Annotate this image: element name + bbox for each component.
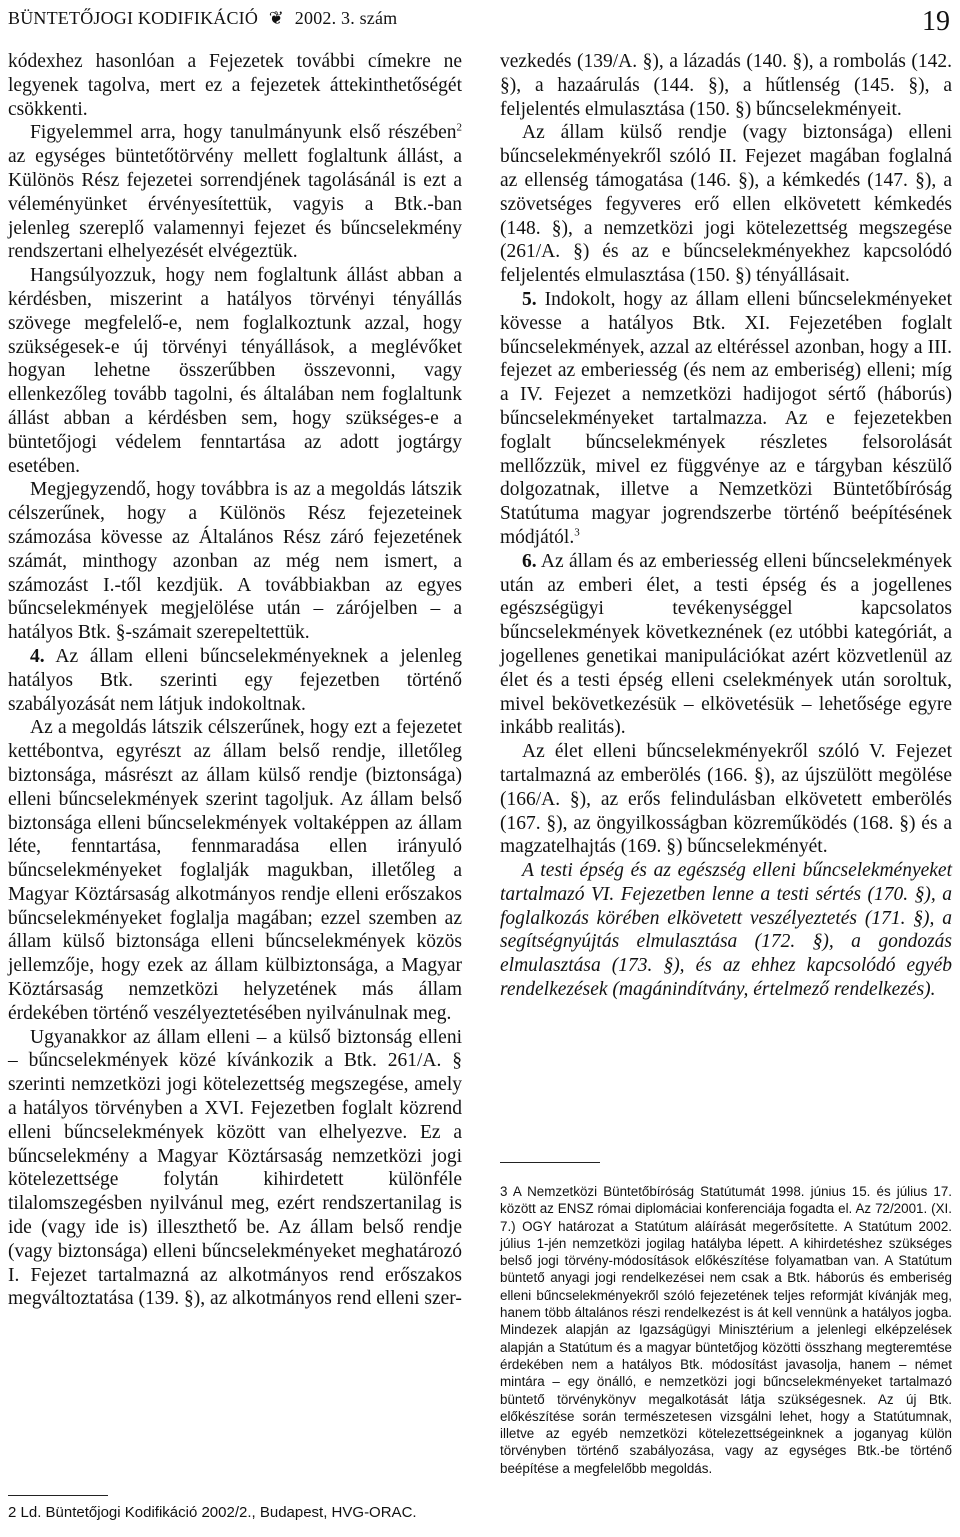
footnote xyxy=(500,1183,952,1477)
paragraph: Figyelemmel arra, hogy tanulmányunk első részében$^2$ az egységes büntetőtörvény mellett foglaltunk állást, a Különös Rész fejezetei sorrendjének tagolásánál is ezt a véleményünket érvényesítettük, vagyis a Btk.-ban jelenleg szereplő valamennyi fejezet és bűncselekmény rendszertani elhelyezését elvégeztük. xyxy=(8,121,462,263)
issue-label: 2002. 3. szám xyxy=(294,8,398,28)
paragraph: A testi épség és az egészség elleni bűncselekményeket tartalmazó VI. Fejezetben lenne a testi sértés (170. §), a foglalkozás körében elkövetett veszélyeztetés (171. §), a segítségnyújtás elmulasztása (172. §), a gondozás elmulasztása (173. §), és az ehhez kapcsolódó egyéb rendelkezések (magánindítvány, értelmező rendelkezés). xyxy=(500,860,952,1001)
paragraph: Az a megoldás látszik célszerűnek, hogy ezt a fejezetet kettébontva, egyrészt az állam belső rendje, illetőleg biztonsága, másrészt az állam külső rendje (biztonsága) elleni bűncselekmények szerint tagoljuk. Az állam belső biztonsága elleni bűncselekmények voltaképpen az állam léte, fenntartása, fennmaradása ellen irányuló bűncselekményeket foglalják magukban, illetőleg a Magyar Köztársaság alkotmányos rendje elleni erőszakos bűncselekményeket foglalja magában; ezzel szemben az állam külső biztonsága elleni bűncselekmények közös jellemzője, hogy ezek az állam külbiztonsága, a Magyar Köztársaság nemzetközi helyzetének más állam érdekében történő veszélyeztetésében nyilvánulnak meg. xyxy=(8,717,462,1024)
journal-title-line xyxy=(8,8,397,29)
paragraph: Az állam külső rendje (vagy biztonsága) elleni bűncselekményekről szóló II. Fejezet magában foglalná az ellenség támogatása (146. §), a kémkedés (147. §), a szövetséges fegyveres erő ellen elkövetett kémkedés (148. §), a nemzetközi jogi kötelezettség megszegése (261/A. §) és az e bűncselekményekhez kapcsolódó feljelentés elmulasztása (150. §) tényállásait. xyxy=(500,122,952,287)
footnote-text: 3 A Nemzetközi Büntetőbíróság Statútumát 1998. június 15. és július 17. között az ENSZ római diplomáciai konferenciája fogadta el. Az 72/2001. (XI. 7.) OGY határozat a Statútum aláírását megerősítette. A Statútum 2002. július 1-jén nemzetközi jogilag hatályba lépett. A kihirdetéshez szükséges belső jogi törvény-módosítások előkészítése folyamatban van. A Statútum büntető anyagi jogi rendelkezései nem csak a Btk. háborús és emberiség elleni bűncselekményekről szóló fejezetének teljes reformját kívánják meg, hanem több általános részi rendelkezést is át kell vennünk a hatályos jogba. Mindezek alapján az Igazságügyi Minisztérium a jelenlegi elképzelések alapján a Statútum és a magyar büntetőjog közötti összhang megteremtése érdekében nem a hatályos Btk. módosítást javasolja, hanem – német mintára – egy önálló, e nemzetközi jogi bűncselekményeket tartalmazó büntető törvénykönyv megalkotását látja szükségesnek. Az új Btk. előkészítése során természetesen vizsgálni lehet, hogy a Statútumnak, illetve az egyéb nemzetközi kötelezettségeinknek a joganyag külön törvényben történő szabályozása, vagy az egységes Btk.-be történő beépítése a megfelelőbb megoldás. xyxy=(500,1184,952,1476)
running-header xyxy=(8,6,952,36)
paragraph: 5. Indokolt, hogy az állam elleni bűncselekményeket kövesse a hatályos Btk. XI. Fejezetében foglalt bűncselekmények, azzal az eltéréssel azonban, hogy a III. fejezet az emberiesség (és nem az emberiség) elleni; míg a IV. Fejezet a nemzetközi hadijogot sértő (háborús) bűncselekményeket tartalmazza. Az e fejezetekben foglalt bűncselekmények részletes felsorolását mellőzzük, mivel ez függvénye az e tárgyban készülő dolgozatnak, illetve a Nemzetközi Büntetőbíróság Statútuma magyar jogrendszerbe történő beépítésének módjától.$^3$ xyxy=(500,288,952,548)
left-column xyxy=(8,50,462,1311)
footnote-ref: 2 xyxy=(456,121,462,134)
paragraph: Hangsúlyozzuk, hogy nem foglaltunk állást abban a kérdésben, miszerint a hatályos törvényi tényállás szövege megfelelő-e, nem foglalkoztunk azzal, hogy szükségesek-e új törvényi tényállások, a meglévőket hogyan lehetne összerűbben összevonni, vagy ellenkezőleg tovább tagolni, és általában nem foglaltunk állást abban a kérdésben sem, hogy szükséges-e a büntetőjogi védelem fenntartása az adott jogtárgy esetében. xyxy=(8,265,462,477)
footnote-ref: 3 xyxy=(574,526,580,539)
footnote-divider xyxy=(8,1495,108,1496)
paragraph: vezkedés (139/A. §), a lázadás (140. §), a rombolás (142. §), a hazaárulás (144. §), a hűtlenség (145. §), a feljelentés elmulasztása (150. §) bűncselekményeit. xyxy=(500,51,952,120)
paragraph: 4. Az állam elleni bűncselekményeknek a jelenleg hatályos Btk. szerinti egy fejezetben történő szabályozását nem látjuk indokoltnak. xyxy=(8,645,462,715)
journal-title: BÜNTETŐJOGI KODIFIKÁCIÓ xyxy=(8,8,259,28)
section-number: 5. xyxy=(522,288,537,310)
footnote-divider xyxy=(500,1162,600,1163)
paragraph: kódexhez hasonlóan a Fejezetek további címekre ne legyenek tagolva, mert ez a fejezetek áttekinthetőségét csökkenti. xyxy=(8,51,462,120)
page-number: 19 xyxy=(922,6,950,37)
section-number: 4. xyxy=(30,645,45,667)
paragraph: Ugyanakkor az állam elleni – a külső biztonság elleni – bűncselekmények közé kívánkozik a Btk. 261/A. § szerinti nemzetközi jogi kötelezettség megszegése, amely a hatályos törvényben a XVI. Fejezetben foglalt közrend elleni bűncselekmények között van elhelyezve. Ez a bűncselekmény a Magyar Köztársaság nemzetközi jogi kötelezettsége folytán kihirdetett különféle tilalomszegésben nyilvánul meg, ezért rendszertanilag is ide (vagy ide is) illeszthető be. Az állam belső rendje (vagy biztonsága) elleni bűncselekményeket meghatározó I. Fejezet tartalmazná az alkotmányos rend erőszakos megváltoztatása (139. §), az alkotmányos rend elleni szer- xyxy=(8,1026,462,1310)
fleuron-icon: ❦ xyxy=(268,8,285,28)
footnote: 2 Ld. Büntetőjogi Kodifikáció 2002/2., Budapest, HVG-ORAC. xyxy=(8,1504,417,1521)
section-number: 6. xyxy=(522,550,537,572)
paragraph: Az élet elleni bűncselekményekről szóló V. Fejezet tartalmazná az emberölés (166. §), az újszülött megölése (166/A. §), az erős felindulásban elkövetett emberölés (167. §), az öngyilkosságban közreműködés (168. §) és a magzatelhajtás (169. §) bűncselekményét. xyxy=(500,741,952,858)
paragraph: 6. Az állam és az emberiesség elleni bűncselekmények után az emberi élet, a testi épség és a jogellenes egészségügyi tevékenységgel kapcsolatos bűncselekmények következnének (ez utóbbi kategóriát, a jogellenes genetikai manipulációkat azért közvetlenül az élet és a testi épség elleni cselekmények után soroltuk, mivel bekövetkezésük – elkövetésük – lehetősége egyre inkább realitás). xyxy=(500,550,952,739)
paragraph: Megjegyzendő, hogy továbbra is az a megoldás látszik célszerűnek, hogy a Különös Rész fejezeteinek számozása kövesse az Általános Rész záró fejezetének számát, minthogy azonban az még nem ismert, a számozást I.-től kezdjük. A továbbiakban az egyes bűncselekmények megjelölése után – zárójelben – a hatályos Btk. §-számait szerepeltettük. xyxy=(8,479,462,644)
right-column xyxy=(500,50,952,1002)
